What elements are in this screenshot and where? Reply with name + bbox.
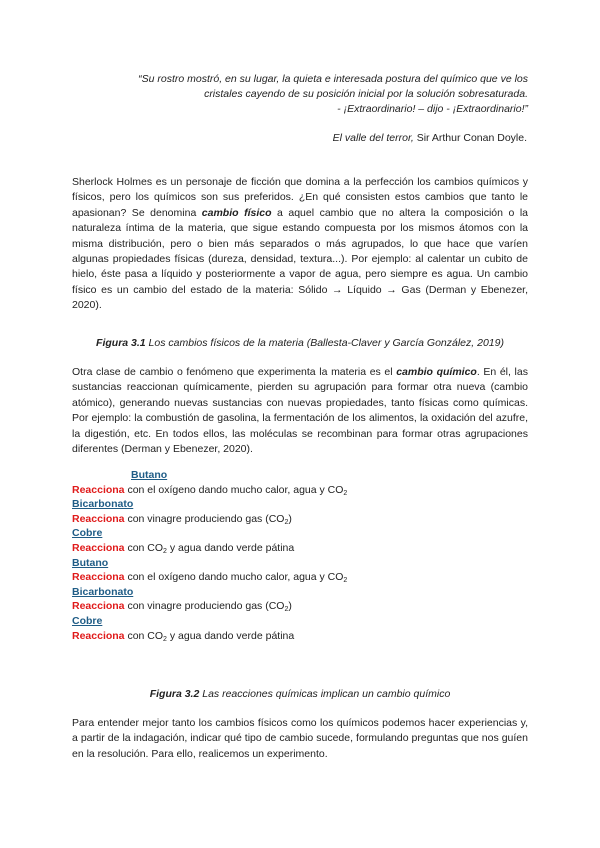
list-item (72, 497, 528, 512)
reacciona-label: Reacciona (72, 483, 125, 496)
list-item (72, 512, 528, 527)
paragraph-text: Sherlock Holmes es un personaje de ficción que domina a la perfección los cambios químicos y físicos, pero los químicos son sus preferidos. ¿En qué consisten estos cambios que tanto le apasionan? Se denomina (72, 176, 528, 219)
subscript: 2 (284, 606, 289, 614)
list-item (72, 541, 528, 556)
list-item (72, 614, 528, 629)
list-item (72, 556, 528, 571)
list-item (72, 526, 528, 541)
reacciona-label: Reacciona (72, 541, 125, 554)
paragraph-experiment: Para entender mejor tanto los cambios físicos como los químicos podemos hacer experiencias y, a partir de la indagación, indicar qué tipo de cambio sucede, formulando preguntas que nos guíen en la resolución. Para ello, realicemos un experimento. (72, 717, 528, 760)
reactions-list (72, 468, 528, 643)
reaction-description: y agua dando verde pátina (166, 541, 295, 554)
subscript: 2 (163, 547, 167, 555)
heading-bicarbonato: Bicarbonato (72, 585, 134, 598)
term-cambio-fisico: cambio físico (201, 206, 272, 219)
subscript: 2 (343, 489, 348, 497)
epigraph-line: “Su rostro mostró, en su lugar, la quieta e interesada postura del químico que ve los (138, 73, 528, 85)
subscript: 2 (163, 635, 167, 643)
epigraph-quote (100, 72, 528, 117)
paragraph-text: a aquel cambio que no altera la composición o la naturaleza íntima de la materia, que sigue estando compuesta por los mismos átomos con la misma distribución, pero o bien más separados o más agrupados, lo que hace que varíen algunas propiedades físicas (dureza, densidad, textura...). Por ejemplo: al calentar un cubito de hielo, éste pasa a líquido y posteriormente a vapor de agua, pero siempre es agua. Un cambio físico es un cambio del estado de la materia: Sólido → Líquido → Gas (Derman y Ebenezer, 2020). (72, 206, 528, 312)
paren: ) (288, 600, 292, 613)
epigraph-line: - ¡Extraordinario! – dijo - ¡Extraordinario!” (337, 103, 528, 115)
figure-label: Figura 3.2 (149, 688, 200, 700)
subscript: 2 (343, 577, 348, 585)
heading-bicarbonato: Bicarbonato (72, 498, 134, 511)
figure-caption-3-1 (0, 337, 600, 349)
paragraph-physical-change (72, 175, 528, 314)
paragraph-text: Otra clase de cambio o fenómeno que experimenta la materia es el (72, 366, 397, 378)
reaction-description: con el oxígeno dando mucho calor, agua y (124, 483, 328, 496)
reaction-description: con vinagre produciendo gas ( (124, 512, 269, 525)
list-item (72, 599, 528, 614)
formula-co2: CO (268, 512, 285, 525)
subscript: 2 (284, 518, 289, 526)
reaction-description: con vinagre produciendo gas ( (124, 600, 269, 613)
author-name: Sir Arthur Conan Doyle. (413, 132, 527, 144)
figure-label: Figura 3.1 (96, 337, 146, 349)
paren: ) (288, 512, 292, 525)
list-item (72, 468, 528, 483)
figure-caption-3-2 (0, 688, 600, 700)
book-title: El valle del terror, (332, 132, 414, 144)
paragraph-chemical-change (72, 365, 528, 457)
formula-co2: CO (147, 541, 164, 554)
heading-butano: Butano (72, 556, 109, 569)
reacciona-label: Reacciona (72, 629, 125, 642)
list-item (72, 483, 528, 498)
term-cambio-quimico: cambio químico (396, 366, 477, 378)
epigraph-line: cristales cayendo de su posición inicial por la solución sobresaturada. (204, 88, 528, 100)
reaction-description: con (124, 541, 148, 554)
reaction-description: y agua dando verde pátina (166, 629, 295, 642)
list-item (72, 570, 528, 585)
heading-butano: Butano (131, 469, 168, 481)
list-item (72, 629, 528, 644)
reacciona-label: Reacciona (72, 512, 125, 525)
list-item (72, 585, 528, 600)
reacciona-label: Reacciona (72, 600, 125, 613)
epigraph-source (200, 132, 527, 144)
paragraph-text: . En él, las sustancias reaccionan químicamente, pierden su agrupación para formar otra nueva (cambio atómico), generando nuevas sustancias con nuevas propiedades, tanto físicas como químicas. Por ejemplo: la combustión de gasolina, la fermentación de los alimentos, la oxidación del azufre, la digestión, etc. En todos ellos, las moléculas se recombinan para formar otras agrupaciones diferentes (Derman y Ebenezer, 2020). (72, 366, 528, 456)
reaction-description: con el oxígeno dando mucho calor, agua y (124, 571, 328, 584)
formula-co2: CO (268, 600, 285, 613)
formula-co2: CO (147, 629, 164, 642)
reacciona-label: Reacciona (72, 571, 125, 584)
heading-cobre: Cobre (72, 614, 103, 627)
figure-caption-text: Las reacciones químicas implican un cambio químico (199, 688, 451, 700)
formula-co2: CO (327, 483, 344, 496)
figure-caption-text: Los cambios físicos de la materia (Ballesta-Claver y García González, 2019) (145, 337, 504, 349)
reaction-description: con (124, 629, 148, 642)
formula-co2: CO (327, 571, 344, 584)
heading-cobre: Cobre (72, 527, 103, 540)
